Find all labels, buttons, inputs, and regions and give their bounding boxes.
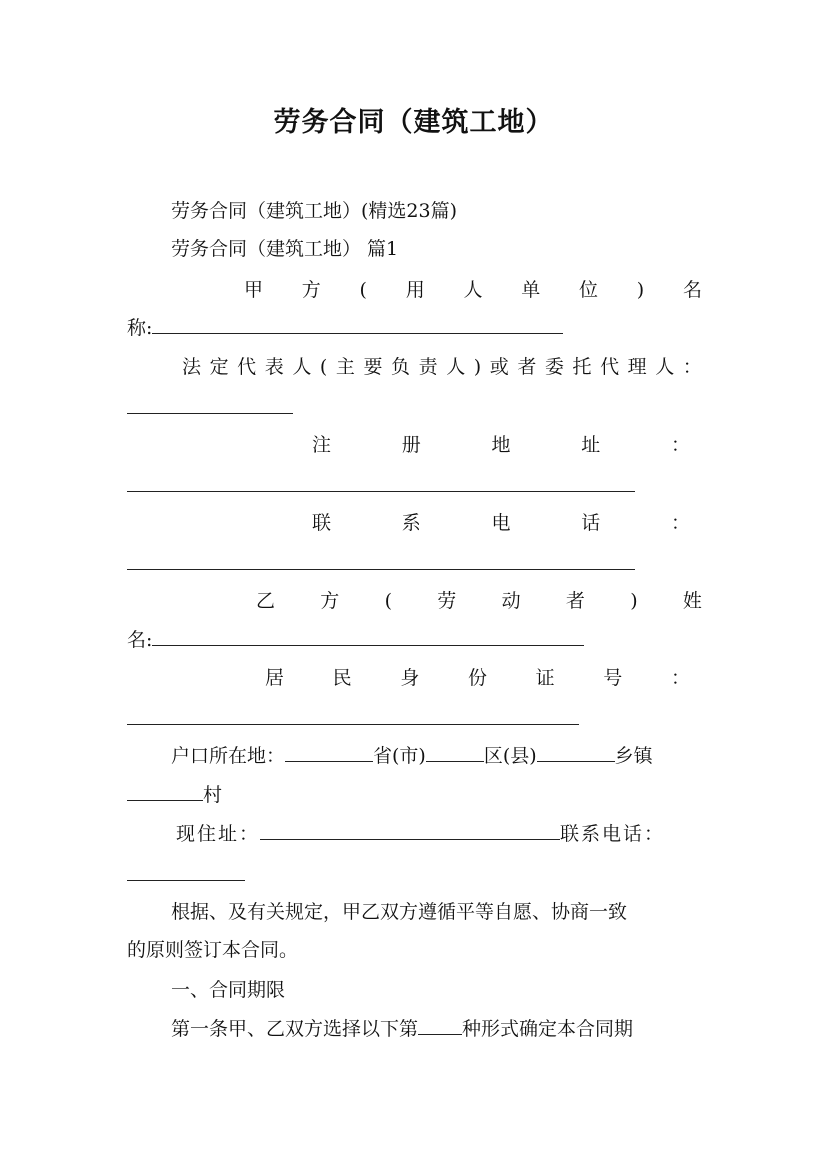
basis-text-1: 根据、及有关规定，甲乙双方遵循平等自愿、协商一致 [171,901,628,923]
basis-line-2 [127,937,702,963]
char: 单 [521,279,541,301]
char: 证 [535,667,555,689]
char: 电 [491,512,511,534]
char: 甲 [244,279,264,301]
char: 劳 [437,590,457,612]
id-number-label [265,665,690,691]
subtitle: 劳务合同（建筑工地）(精选23篇) [171,200,458,222]
char: 号 [603,667,623,689]
current-phone-blank[interactable] [127,880,245,881]
id-number-blank[interactable] [127,724,579,725]
char: 或 [489,356,509,378]
char: 乙 [256,590,276,612]
char: 要 [363,356,383,378]
hukou-village-blank[interactable] [127,782,203,801]
hukou-district-blank[interactable] [426,743,484,762]
char: ： [670,667,690,689]
char: 人 [463,279,483,301]
party-b-name-label: 名: [127,629,153,651]
char: 注 [312,434,332,456]
char: 民 [332,667,352,689]
char: 居 [265,667,285,689]
char: 话 [581,512,601,534]
legal-rep-label [182,354,702,380]
char: 人 [655,356,675,378]
char: 名 [682,279,702,301]
char: 托 [572,356,592,378]
hukou-line [171,743,702,769]
char: ( [359,279,367,301]
char: 方 [320,590,340,612]
char: 位 [579,279,599,301]
char: 委 [544,356,564,378]
legal-rep-blank[interactable] [127,413,293,414]
char: 址 [581,434,601,456]
char: 定 [209,356,229,378]
char: 表 [264,356,284,378]
char: ) [473,356,482,378]
hukou-province-blank[interactable] [285,743,373,762]
char: 人 [292,356,312,378]
party-b-label [256,588,702,614]
phone-a-blank[interactable] [127,569,635,570]
char: 身 [400,667,420,689]
hukou-village-line [127,782,702,808]
char: 方 [301,279,321,301]
current-phone-label: 联系电话： [560,823,666,845]
basis-line-1 [127,899,702,925]
char: ( [384,590,393,612]
hukou-town-label: 乡镇 [614,745,653,767]
char: 联 [312,512,332,534]
hukou-province-label: 省(市) [373,745,426,767]
party-b-name-blank[interactable] [152,627,584,646]
char: 者 [565,590,585,612]
reg-address-blank[interactable] [127,491,635,492]
char: 主 [335,356,355,378]
reg-address-label [312,432,690,458]
party-a-name-blank[interactable] [152,315,563,334]
hukou-town-blank[interactable] [537,743,615,762]
hukou-village-label: 村 [203,784,223,806]
hukou-label: 户口所在地： [171,745,286,767]
char: ( [319,356,328,378]
char: 者 [517,356,537,378]
party-a-label [244,277,702,303]
subtitle-line [127,198,702,224]
char: 人 [446,356,466,378]
article-heading: 劳务合同（建筑工地） 篇1 [171,238,399,260]
char: 地 [491,434,511,456]
hukou-district-label: 区(县) [483,745,537,767]
char: 动 [501,590,521,612]
article-heading-line [127,236,702,262]
char: ) [636,279,645,301]
char: 用 [405,279,425,301]
char: ： [682,356,702,378]
char: 理 [627,356,647,378]
clause-1-form-blank[interactable] [418,1016,462,1035]
char: 代 [237,356,257,378]
section-1-heading: 一、合同期限 [171,979,286,1001]
clause-1-text-after: 种形式确定本合同期 [462,1018,634,1040]
party-a-name-label: 称: [127,317,153,339]
char: 负 [391,356,411,378]
party-a-name-line [127,315,702,341]
clause-1-text-before: 第一条甲、乙双方选择以下第 [171,1018,419,1040]
char: ) [630,590,638,612]
phone-a-label [312,510,690,536]
char: 姓 [682,590,702,612]
char: 代 [600,356,620,378]
basis-text-2: 的原则签订本合同。 [127,939,299,961]
section-1-line [127,977,702,1003]
party-b-name-line [127,627,702,653]
clause-1-line [171,1016,702,1042]
char: 法 [182,356,202,378]
document-title: 劳务合同（建筑工地） [273,107,554,138]
char: ： [670,512,690,534]
char: 册 [401,434,421,456]
char: 份 [467,667,487,689]
current-address-label: 现住址： [176,823,261,845]
char: 责 [418,356,438,378]
char: ： [670,434,690,456]
char: 系 [401,512,421,534]
current-address-blank[interactable] [260,821,560,840]
current-address-line [176,821,702,847]
